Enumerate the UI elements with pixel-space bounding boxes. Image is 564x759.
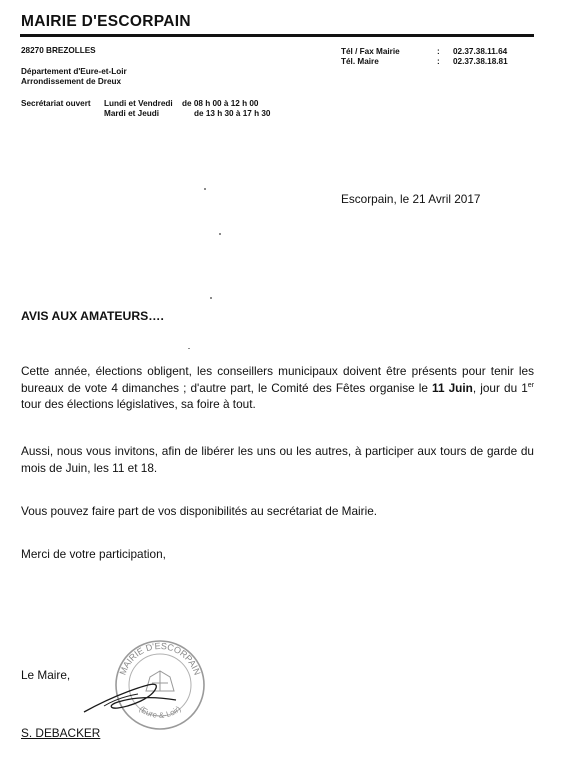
phone-separator: :: [437, 57, 440, 66]
scan-speck: [210, 297, 212, 299]
mairie-title: MAIRIE D'ESCORPAIN: [21, 13, 191, 30]
phone-block: [341, 47, 508, 67]
department-line: Département d'Eure-et-Loir: [21, 67, 127, 76]
hours-days: Mardi et Jeudi: [104, 109, 160, 118]
paragraph-3: Vous pouvez faire part de vos disponibilités au secrétariat de Mairie.: [21, 504, 378, 518]
opening-hours: [21, 99, 270, 119]
hours-label: Secrétariat ouvert: [21, 99, 91, 108]
phone-label: Tél. Maire: [341, 57, 379, 66]
hours-time: de 13 h 30 à 17 h 30: [194, 109, 271, 118]
header-rule: [20, 34, 534, 37]
scan-speck: [188, 348, 190, 349]
ordinal-suffix: er: [527, 381, 535, 389]
postal-line: 28270 BREZOLLES: [21, 46, 96, 55]
mayor-signature: [80, 672, 183, 722]
paragraph-1: [21, 363, 534, 413]
fair-date: 11 Juin: [432, 380, 473, 395]
scan-speck: [204, 188, 206, 190]
phone-separator: :: [437, 47, 440, 56]
closing-line: Le Maire,: [21, 668, 71, 682]
scan-speck: [219, 233, 221, 235]
signatory-name: S. DEBACKER: [21, 726, 101, 740]
place-date: Escorpain, le 21 Avril 2017: [341, 192, 481, 206]
phone-number: 02.37.38.18.81: [453, 57, 508, 66]
notice-heading: AVIS AUX AMATEURS….: [21, 309, 164, 323]
hours-time: de 08 h 00 à 12 h 00: [182, 99, 259, 108]
stamp-text-top: MAIRIE D'ESCORPAIN: [117, 640, 203, 677]
arrondissement-line: Arrondissement de Dreux: [21, 77, 122, 86]
paragraph-1-text: , jour du 1: [472, 380, 528, 395]
paragraph-2: Aussi, nous vous invitons, afin de libérer les uns ou les autres, à participer aux tours de garde du mois de Juin, les 11 et 18.: [21, 444, 534, 475]
hours-days: Lundi et Vendredi: [104, 99, 173, 108]
paragraph-1-text: Cette année, élections obligent, les conseillers municipaux doivent être présents pour tenir les bureaux de vote 4 dimanches ; d'autre part, le Comité des Fêtes organise le: [21, 364, 534, 395]
stamp-text-bottom: (Eure-&-Loir): [137, 704, 183, 720]
phone-label: Tél / Fax Mairie: [341, 47, 400, 56]
paragraph-4: Merci de votre participation,: [21, 547, 166, 561]
phone-number: 02.37.38.11.64: [453, 47, 508, 56]
paragraph-1-text: tour des élections législatives, sa foire à tout.: [21, 397, 256, 411]
